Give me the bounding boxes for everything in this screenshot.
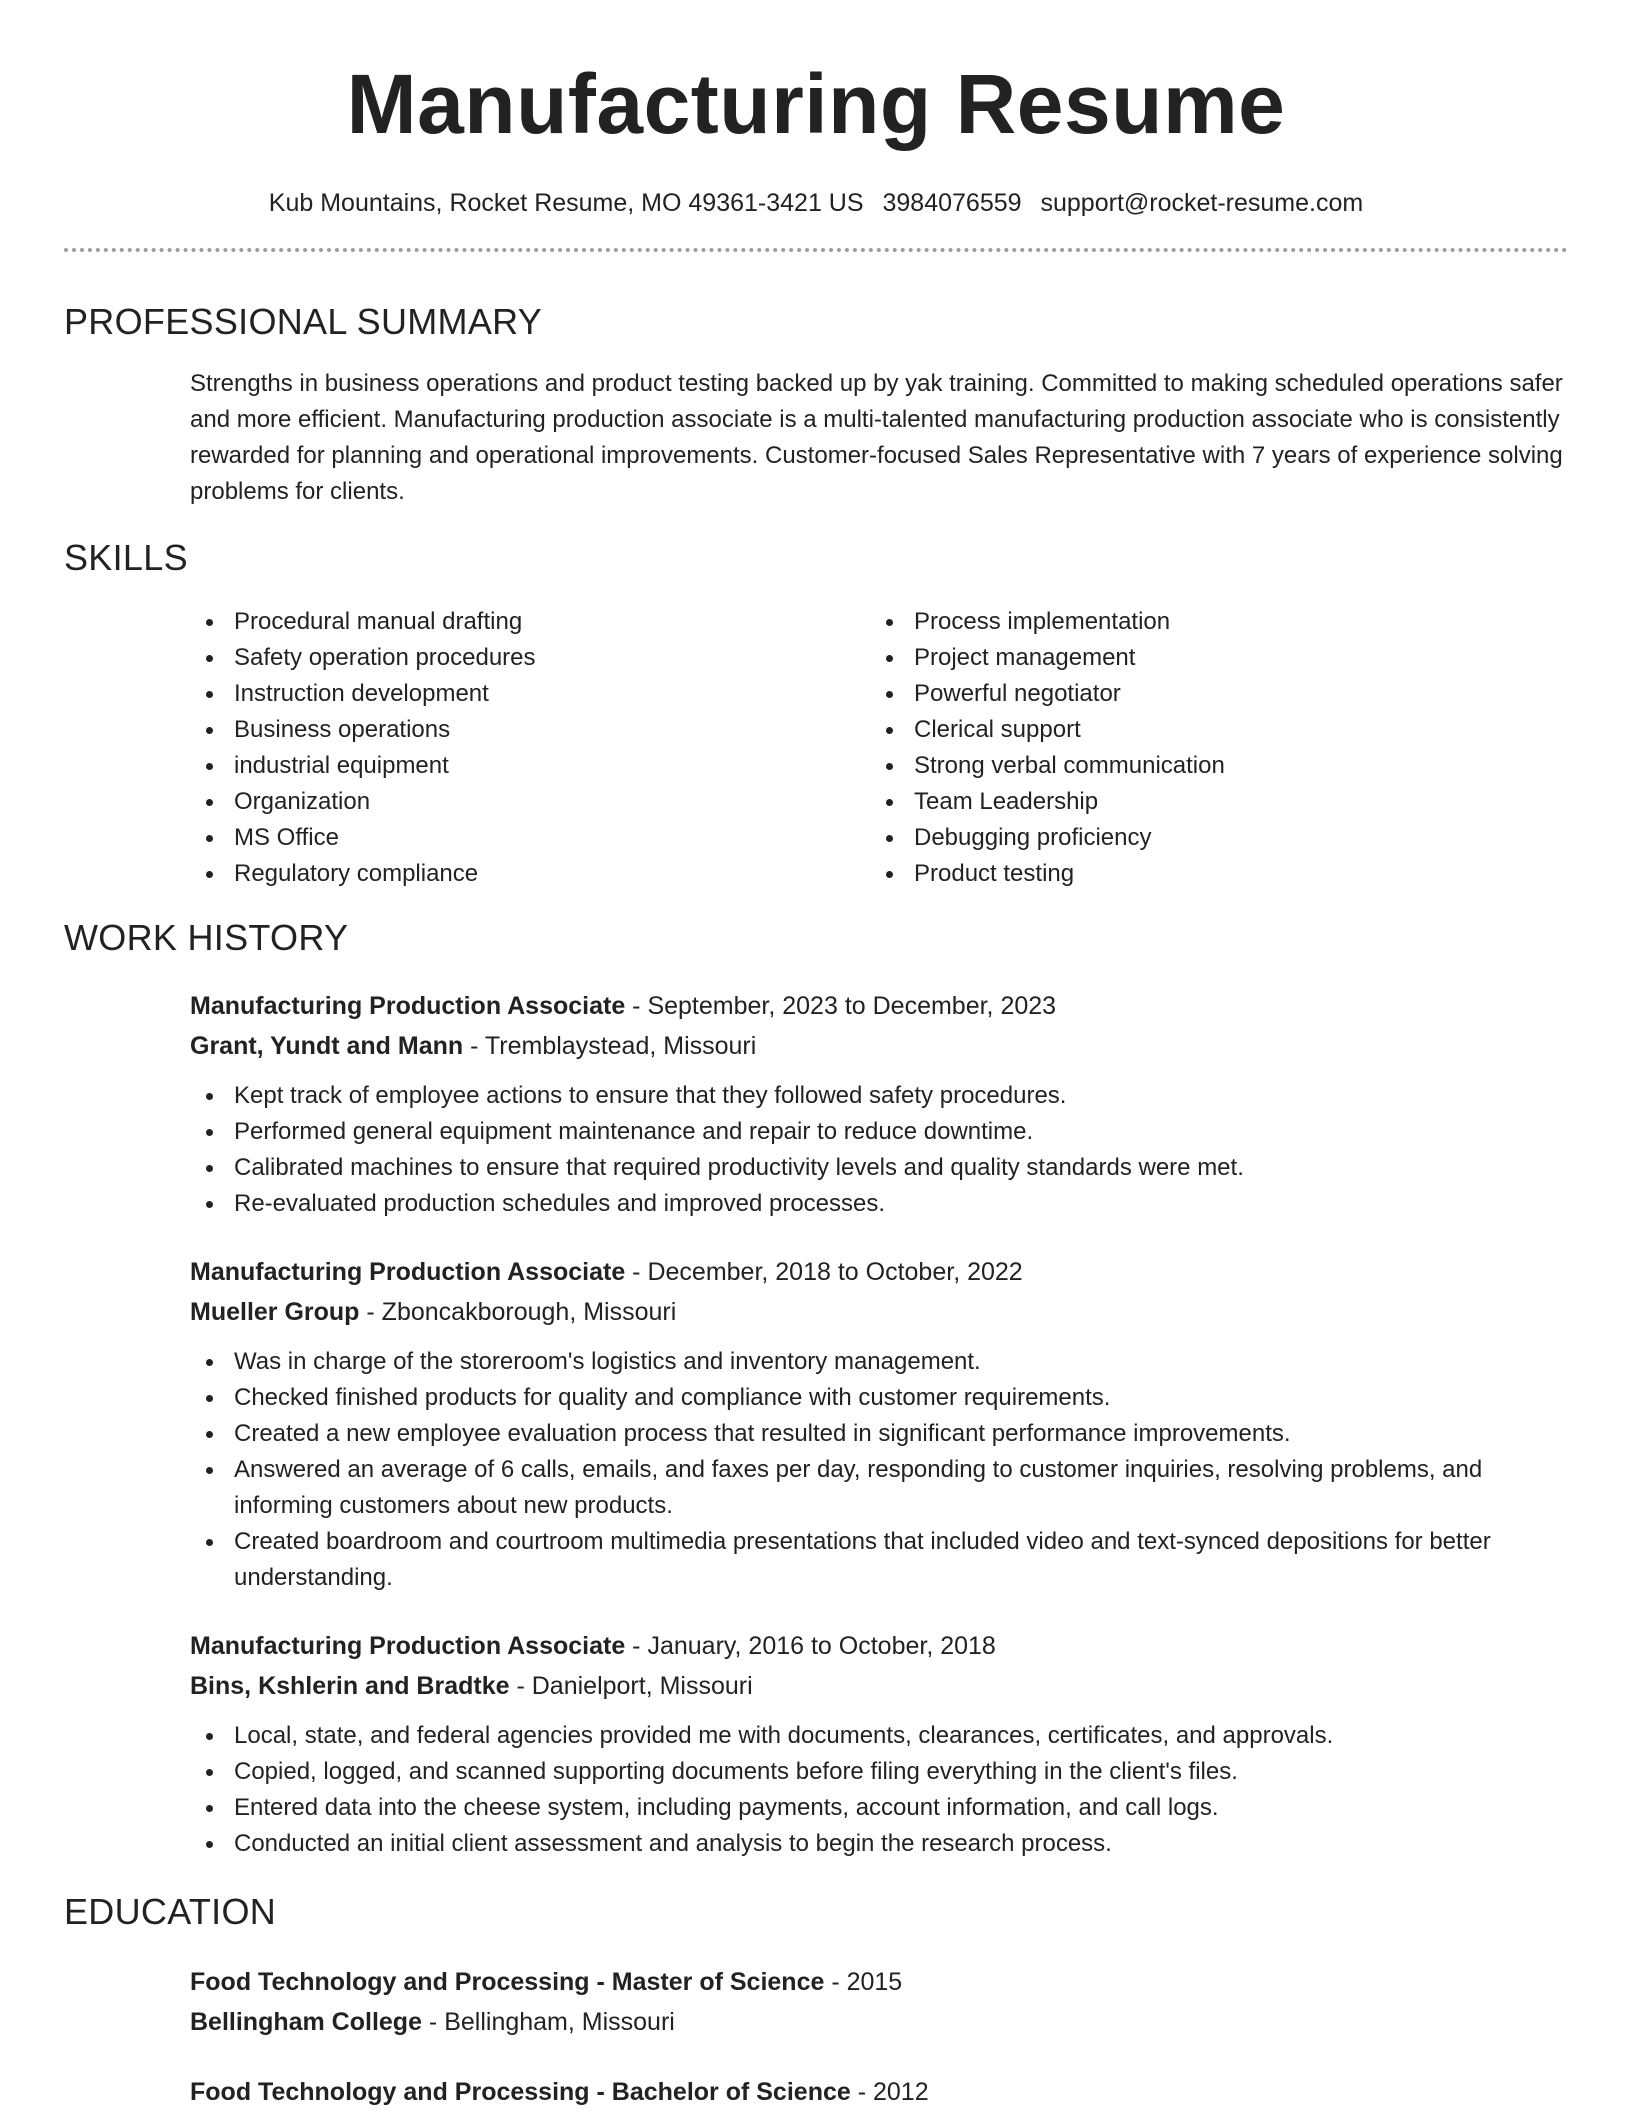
education-entry — [190, 1962, 1568, 2042]
job-bullets — [190, 1078, 1568, 1222]
education-year: - 2012 — [850, 2078, 929, 2106]
job-company: Mueller Group — [190, 1298, 360, 1326]
education-school-line — [190, 2002, 1568, 2042]
skills-grid — [64, 604, 1568, 892]
education-location: - Bellingham, Missouri — [421, 2008, 675, 2036]
job-role: Manufacturing Production Associate — [190, 1258, 626, 1286]
job-entry — [190, 1252, 1568, 1596]
job-bullet: Created boardroom and courtroom multimedia presentations that included video and text-synced depositions for better understanding. — [190, 1524, 1568, 1596]
job-company-line — [190, 1026, 1568, 1066]
skills-list-right — [870, 604, 1550, 892]
job-bullet: Created a new employee evaluation process that resulted in significant performance improvements. — [190, 1416, 1568, 1452]
education-list — [64, 1962, 1568, 2112]
skill-item: Instruction development — [190, 676, 870, 712]
education-degree: Food Technology and Processing - Master of Science — [190, 1968, 825, 1996]
page-title: Manufacturing Resume — [346, 57, 1286, 151]
contact-address: Kub Mountains, Rocket Resume, MO 49361-3421 US — [268, 189, 864, 217]
work-history-list — [64, 986, 1568, 1862]
job-company-line — [190, 1292, 1568, 1332]
skill-item: MS Office — [190, 820, 870, 856]
job-company: Bins, Kshlerin and Bradtke — [190, 1672, 510, 1700]
job-bullet: Answered an average of 6 calls, emails, and faxes per day, responding to customer inquiries, resolving problems, and informing customers about new products. — [190, 1452, 1568, 1524]
job-dates: - January, 2016 to October, 2018 — [625, 1632, 996, 1660]
skills-column-right — [870, 604, 1550, 892]
job-bullet: Checked finished products for quality and compliance with customer requirements. — [190, 1380, 1568, 1416]
job-location: - Tremblaystead, Missouri — [463, 1032, 757, 1060]
skills-heading: SKILLS — [64, 537, 188, 578]
job-company: Grant, Yundt and Mann — [190, 1032, 464, 1060]
job-company-line — [190, 1666, 1568, 1706]
job-bullets — [190, 1718, 1568, 1862]
job-dates: - December, 2018 to October, 2022 — [625, 1258, 1023, 1286]
skill-item: Clerical support — [870, 712, 1550, 748]
job-bullet: Local, state, and federal agencies provided me with documents, clearances, certificates, and approvals. — [190, 1718, 1568, 1754]
skill-item: Business operations — [190, 712, 870, 748]
job-location: - Danielport, Missouri — [509, 1672, 753, 1700]
job-bullet: Copied, logged, and scanned supporting documents before filing everything in the client's files. — [190, 1754, 1568, 1790]
resume-header — [64, 0, 1568, 252]
education-degree-line — [190, 1962, 1568, 2002]
job-dates: - September, 2023 to December, 2023 — [625, 992, 1057, 1020]
job-bullet: Kept track of employee actions to ensure that they followed safety procedures. — [190, 1078, 1568, 1114]
skill-item: Project management — [870, 640, 1550, 676]
job-bullet: Conducted an initial client assessment and analysis to begin the research process. — [190, 1826, 1568, 1862]
skill-item: Safety operation procedures — [190, 640, 870, 676]
skill-item: Organization — [190, 784, 870, 820]
job-role: Manufacturing Production Associate — [190, 992, 626, 1020]
job-bullet: Performed general equipment maintenance and repair to reduce downtime. — [190, 1114, 1568, 1150]
skill-item: Team Leadership — [870, 784, 1550, 820]
skill-item: Procedural manual drafting — [190, 604, 870, 640]
skill-item: Strong verbal communication — [870, 748, 1550, 784]
education-entry — [190, 2072, 1568, 2112]
skills-list-left — [190, 604, 870, 892]
job-title-line — [190, 1626, 1568, 1666]
skill-item: Regulatory compliance — [190, 856, 870, 892]
summary-text: Strengths in business operations and product testing backed up by yak training. Committed to making scheduled operations safer and more efficient. Manufacturing production associate is a multi-talented manufacturing production associate who is consistently rewarded for planning and operational improvements. Customer-focused Sales Representative with 7 years of experience solving problems for clients. — [190, 370, 1563, 505]
contact-line — [64, 188, 1568, 218]
contact-phone: 3984076559 — [882, 189, 1022, 217]
job-entry — [190, 986, 1568, 1222]
summary-heading: PROFESSIONAL SUMMARY — [64, 301, 543, 342]
skill-item: Powerful negotiator — [870, 676, 1550, 712]
skills-column-left — [190, 604, 870, 892]
education-degree: Food Technology and Processing - Bachelor of Science — [190, 2078, 851, 2106]
job-bullet: Was in charge of the storeroom's logistics and inventory management. — [190, 1344, 1568, 1380]
job-title-line — [190, 1252, 1568, 1292]
education-school: Bellingham College — [190, 2008, 422, 2036]
job-bullets — [190, 1344, 1568, 1596]
job-entry — [190, 1626, 1568, 1862]
education-degree-line — [190, 2072, 1568, 2112]
contact-email: support@rocket-resume.com — [1040, 189, 1364, 217]
job-role: Manufacturing Production Associate — [190, 1632, 626, 1660]
skill-item: Process implementation — [870, 604, 1550, 640]
job-location: - Zboncakborough, Missouri — [359, 1298, 677, 1326]
education-heading: EDUCATION — [64, 1891, 277, 1932]
skill-item: Product testing — [870, 856, 1550, 892]
job-bullet: Entered data into the cheese system, including payments, account information, and call logs. — [190, 1790, 1568, 1826]
education-year: - 2015 — [824, 1968, 903, 1996]
skill-item: industrial equipment — [190, 748, 870, 784]
skill-item: Debugging proficiency — [870, 820, 1550, 856]
work-history-heading: WORK HISTORY — [64, 917, 349, 958]
job-bullet: Re-evaluated production schedules and improved processes. — [190, 1186, 1568, 1222]
job-title-line — [190, 986, 1568, 1026]
job-bullet: Calibrated machines to ensure that required productivity levels and quality standards were met. — [190, 1150, 1568, 1186]
header-divider — [64, 248, 1568, 252]
